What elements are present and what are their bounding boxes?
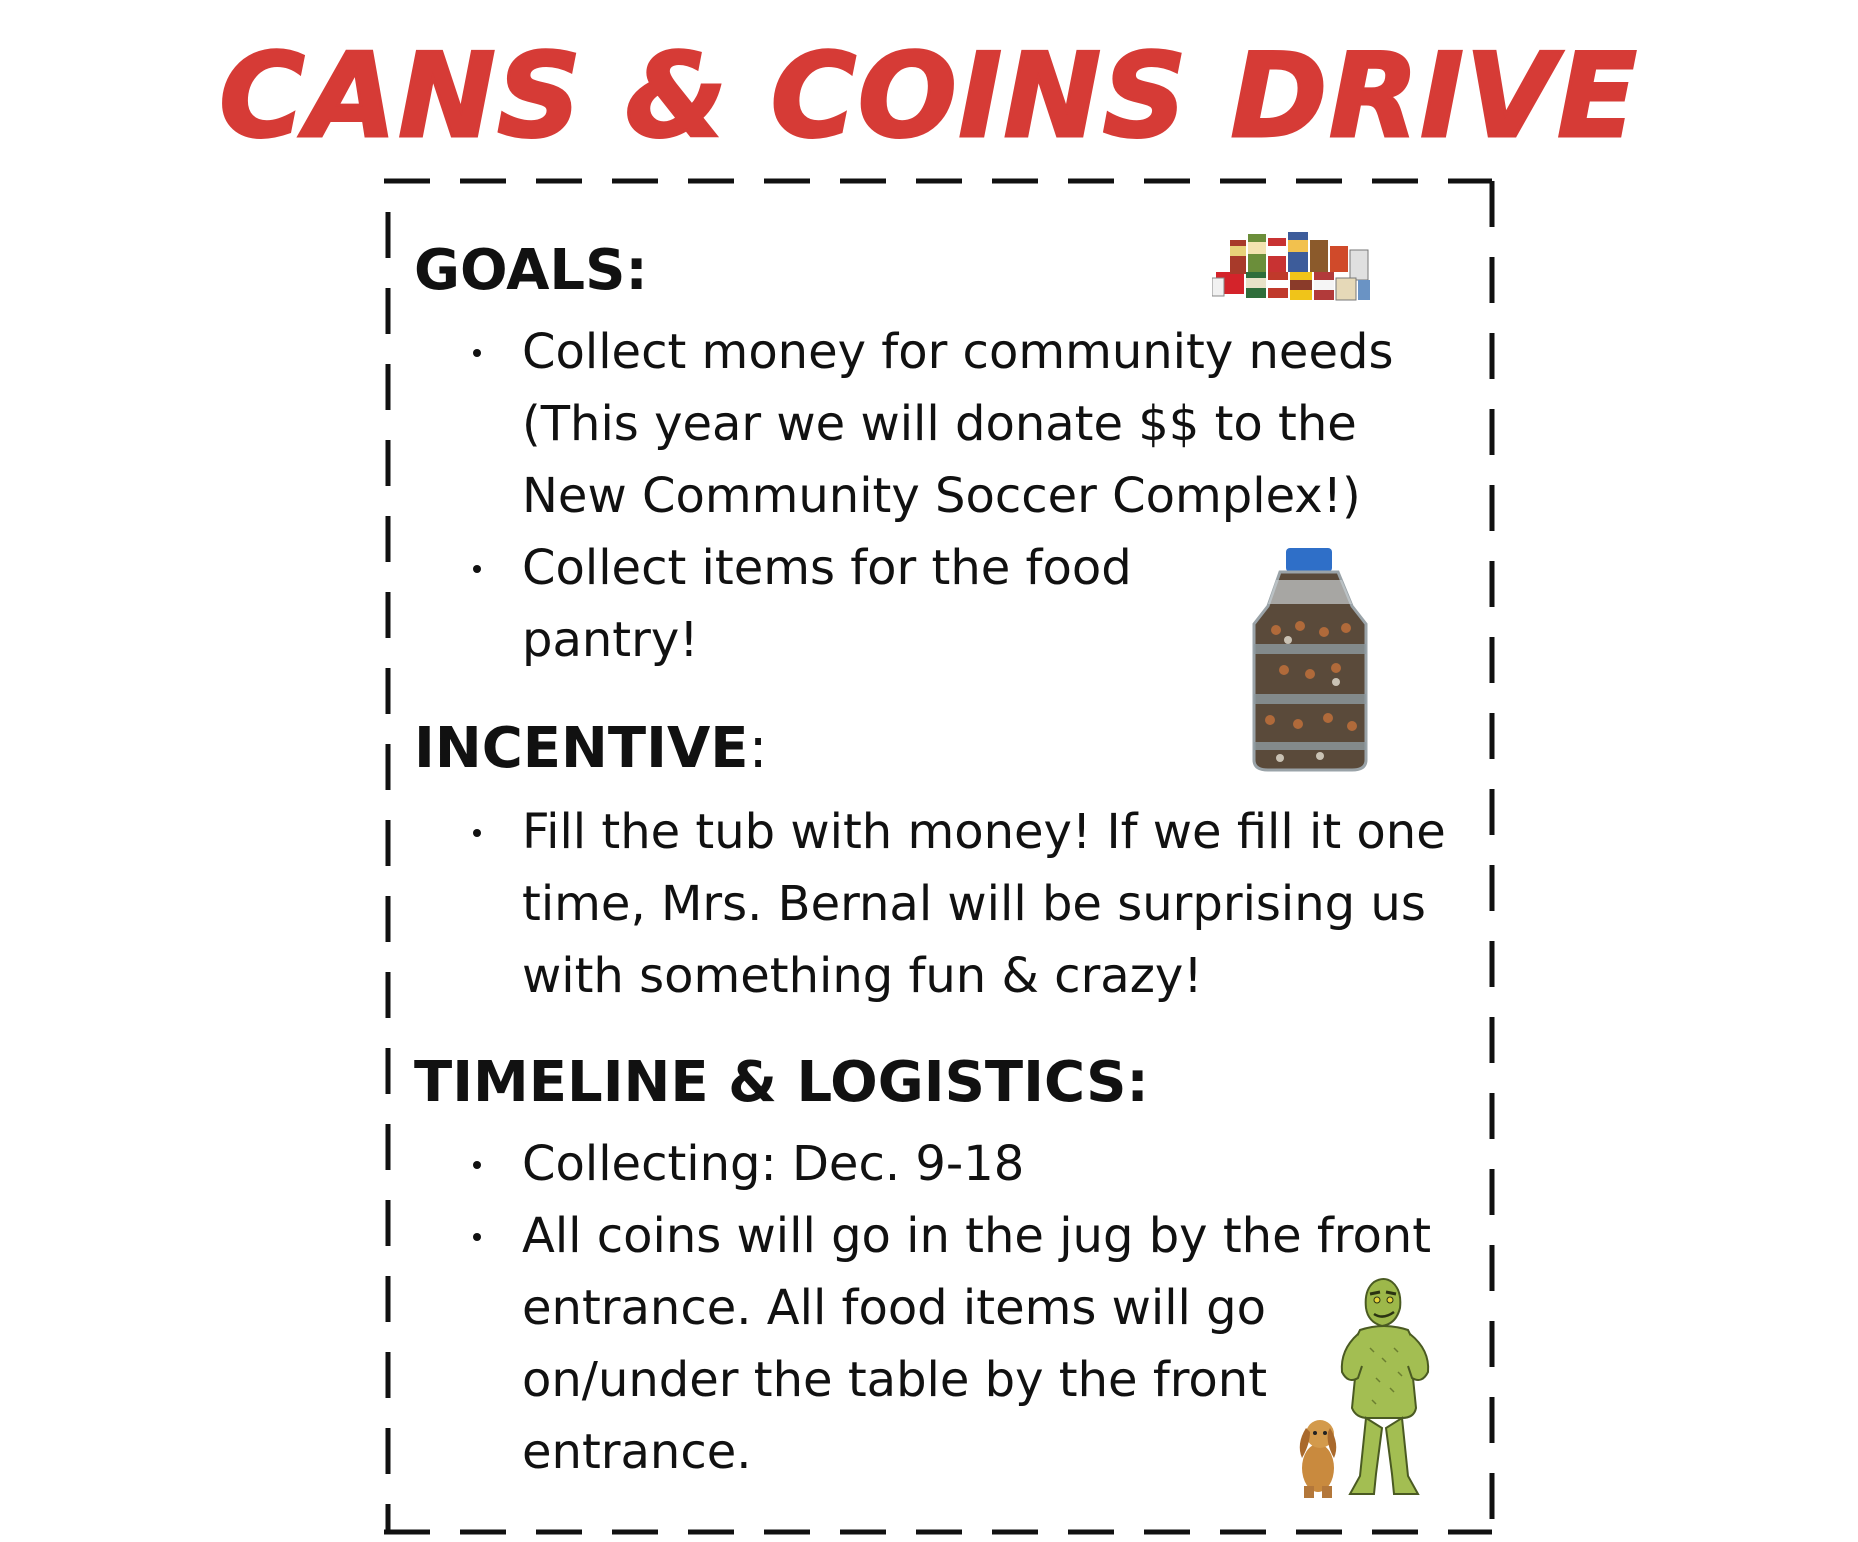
list-item-line: Collect items for the food <box>522 540 1132 596</box>
bullet-icon <box>473 349 481 357</box>
coin-jug-icon <box>1240 544 1380 774</box>
timeline-heading: TIMELINE & LOGISTICS: <box>414 1050 1149 1115</box>
list-item-line: entrance. <box>522 1424 752 1480</box>
bullet-icon <box>473 1161 481 1169</box>
grinch-character-icon <box>1290 1268 1440 1502</box>
dog-figure <box>1300 1420 1337 1498</box>
list-item <box>458 1128 1431 1200</box>
list-item-line: pantry! <box>522 612 699 668</box>
list-item-line: (This year we will donate $$ to the <box>522 396 1357 452</box>
list-item-line: New Community Soccer Complex!) <box>522 468 1361 524</box>
bullet-icon <box>473 829 481 837</box>
canned-goods-icon <box>1212 228 1372 304</box>
list-item-line: time, Mrs. Bernal will be surprising us <box>522 876 1426 932</box>
incentive-heading <box>414 714 767 784</box>
bullet-icon <box>473 565 481 573</box>
flyer-title: CANS & COINS DRIVE <box>219 29 1639 164</box>
list-item-line: Collecting: Dec. 9-18 <box>522 1136 1025 1192</box>
goals-heading: GOALS: <box>414 238 648 303</box>
list-item-line: All coins will go in the jug by the front <box>522 1208 1432 1264</box>
list-item <box>458 316 1393 532</box>
list-item <box>458 1200 1431 1488</box>
grinch-figure <box>1342 1279 1428 1494</box>
list-item-line: on/under the table by the front <box>522 1352 1268 1408</box>
timeline-list <box>458 1128 1431 1488</box>
list-item-line: Collect money for community needs <box>522 324 1394 380</box>
list-item-line: Fill the tub with money! If we fill it one <box>522 804 1446 860</box>
list-item-line: entrance. All food items will go <box>522 1280 1266 1336</box>
list-item <box>458 796 1446 1012</box>
bullet-icon <box>473 1233 481 1241</box>
incentive-list <box>458 796 1446 1012</box>
incentive-heading-label: INCENTIVE <box>414 716 749 781</box>
incentive-heading-colon: : <box>748 716 768 781</box>
list-item-line: with something fun & crazy! <box>522 948 1203 1004</box>
